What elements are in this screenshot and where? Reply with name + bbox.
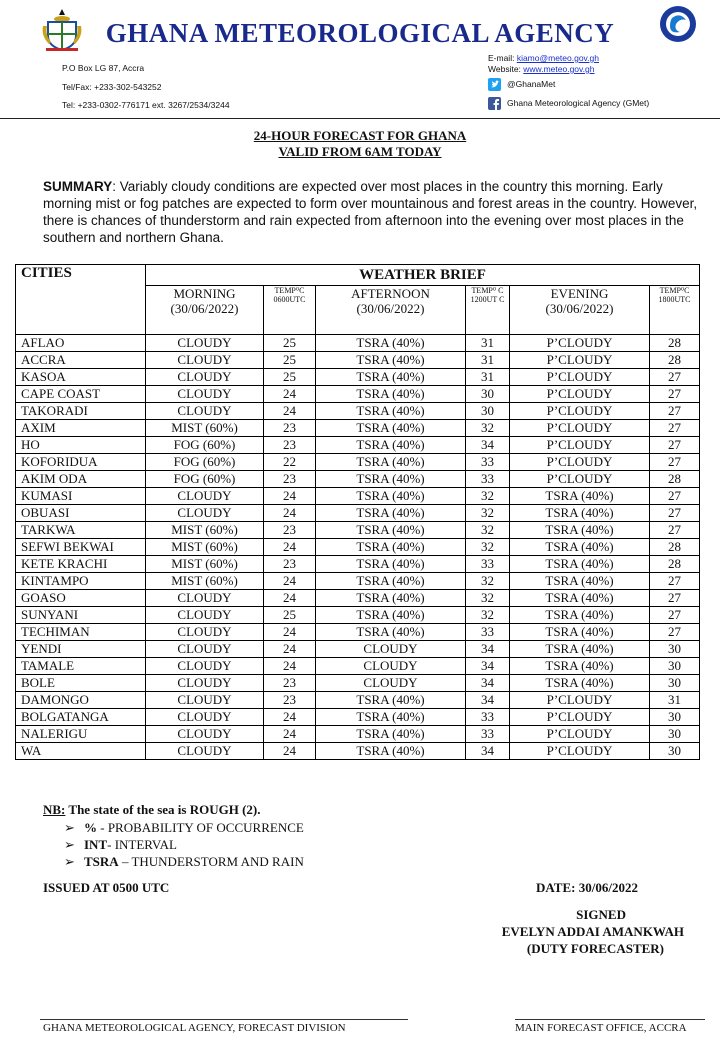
morning-cell: CLOUDY xyxy=(146,403,264,420)
morning-cell: MIST (60%) xyxy=(146,539,264,556)
note-text: – THUNDERSTORM AND RAIN xyxy=(118,854,304,869)
evening-cell: TSRA (40%) xyxy=(510,658,650,675)
morning-temp-cell: 25 xyxy=(264,369,316,386)
afternoon-cell: TSRA (40%) xyxy=(316,335,466,352)
evening-cell: TSRA (40%) xyxy=(510,624,650,641)
note-text: - INTERVAL xyxy=(107,837,177,852)
afternoon-cell: TSRA (40%) xyxy=(316,692,466,709)
afternoon-temp-cell: 34 xyxy=(466,641,510,658)
evening-cell: P’CLOUDY xyxy=(510,352,650,369)
table-row xyxy=(16,386,700,403)
facebook-icon xyxy=(488,97,501,110)
gmet-logo-icon xyxy=(658,4,698,44)
afternoon-temp-cell: 32 xyxy=(466,573,510,590)
evening-cell: P’CLOUDY xyxy=(510,454,650,471)
morning-temp-cell: 24 xyxy=(264,624,316,641)
evening-cell: P’CLOUDY xyxy=(510,743,650,760)
temp-1800-header: TEMP⁰C 1800UTC xyxy=(650,286,700,335)
morning-temp-cell: 25 xyxy=(264,607,316,624)
city-cell: NALERIGU xyxy=(16,726,146,743)
morning-cell: MIST (60%) xyxy=(146,573,264,590)
evening-temp-cell: 30 xyxy=(650,743,700,760)
table-row xyxy=(16,403,700,420)
morning-cell: CLOUDY xyxy=(146,590,264,607)
afternoon-cell: CLOUDY xyxy=(316,658,466,675)
evening-cell: P’CLOUDY xyxy=(510,403,650,420)
forecast-title-line2: VALID FROM 6AM TODAY xyxy=(278,144,442,159)
morning-temp-cell: 24 xyxy=(264,505,316,522)
table-row xyxy=(16,471,700,488)
evening-temp-cell: 27 xyxy=(650,624,700,641)
afternoon-temp-cell: 33 xyxy=(466,624,510,641)
forecast-title xyxy=(0,128,720,160)
header-divider xyxy=(0,118,720,119)
city-cell: KINTAMPO xyxy=(16,573,146,590)
afternoon-temp-cell: 33 xyxy=(466,726,510,743)
afternoon-label: AFTERNOON xyxy=(351,286,430,301)
evening-temp-cell: 30 xyxy=(650,709,700,726)
evening-cell: TSRA (40%) xyxy=(510,522,650,539)
evening-header xyxy=(510,286,650,335)
forecaster-name: EVELYN ADDAI AMANKWAH xyxy=(501,924,684,939)
forecast-table xyxy=(15,264,700,760)
afternoon-temp-cell: 34 xyxy=(466,675,510,692)
morning-cell: CLOUDY xyxy=(146,624,264,641)
morning-temp-cell: 24 xyxy=(264,488,316,505)
footer-division: GHANA METEOROLOGICAL AGENCY, FORECAST DIVISION xyxy=(43,1022,346,1034)
morning-cell: CLOUDY xyxy=(146,658,264,675)
morning-temp-cell: 24 xyxy=(264,709,316,726)
table-row xyxy=(16,454,700,471)
morning-cell: MIST (60%) xyxy=(146,522,264,539)
morning-temp-cell: 23 xyxy=(264,471,316,488)
table-row xyxy=(16,641,700,658)
evening-cell: TSRA (40%) xyxy=(510,607,650,624)
table-row xyxy=(16,505,700,522)
table-row xyxy=(16,539,700,556)
morning-temp-cell: 24 xyxy=(264,658,316,675)
summary-text: : Variably cloudy conditions are expected over most places in the country this morning. Early morning mist or fog patches are expected to form over mountainous and forest areas in the country. However, there is chances of thunderstorm and rain expected from afternoon into the evening over most places in the southern and northern Ghana. xyxy=(43,179,698,245)
afternoon-cell: TSRA (40%) xyxy=(316,607,466,624)
table-row xyxy=(16,335,700,352)
morning-cell: MIST (60%) xyxy=(146,420,264,437)
afternoon-temp-cell: 33 xyxy=(466,709,510,726)
evening-temp-cell: 30 xyxy=(650,726,700,743)
afternoon-cell: TSRA (40%) xyxy=(316,726,466,743)
morning-temp-cell: 25 xyxy=(264,352,316,369)
morning-temp-cell: 23 xyxy=(264,437,316,454)
afternoon-cell: TSRA (40%) xyxy=(316,522,466,539)
morning-temp-cell: 23 xyxy=(264,675,316,692)
morning-temp-cell: 25 xyxy=(264,335,316,352)
afternoon-cell: TSRA (40%) xyxy=(316,420,466,437)
issue-date: DATE: 30/06/2022 xyxy=(536,880,638,895)
morning-temp-cell: 24 xyxy=(264,641,316,658)
email-label: E-mail: xyxy=(488,53,517,63)
city-cell: AXIM xyxy=(16,420,146,437)
afternoon-temp-cell: 32 xyxy=(466,420,510,437)
afternoon-cell: TSRA (40%) xyxy=(316,352,466,369)
afternoon-cell: TSRA (40%) xyxy=(316,624,466,641)
evening-cell: TSRA (40%) xyxy=(510,641,650,658)
city-cell: KUMASI xyxy=(16,488,146,505)
morning-date: (30/06/2022) xyxy=(170,301,239,316)
afternoon-temp-cell: 32 xyxy=(466,607,510,624)
morning-temp-cell: 24 xyxy=(264,726,316,743)
afternoon-cell: TSRA (40%) xyxy=(316,488,466,505)
evening-cell: TSRA (40%) xyxy=(510,675,650,692)
evening-temp-cell: 27 xyxy=(650,437,700,454)
evening-cell: P’CLOUDY xyxy=(510,709,650,726)
temp-1200-header: TEMP⁰ C 1200UT C xyxy=(466,286,510,335)
afternoon-temp-cell: 31 xyxy=(466,335,510,352)
morning-temp-cell: 22 xyxy=(264,454,316,471)
evening-cell: P’CLOUDY xyxy=(510,335,650,352)
city-cell: WA xyxy=(16,743,146,760)
evening-temp-cell: 28 xyxy=(650,539,700,556)
city-cell: AFLAO xyxy=(16,335,146,352)
evening-cell: TSRA (40%) xyxy=(510,556,650,573)
evening-temp-cell: 27 xyxy=(650,488,700,505)
note-item xyxy=(64,837,177,853)
morning-temp-cell: 23 xyxy=(264,556,316,573)
afternoon-temp-cell: 32 xyxy=(466,590,510,607)
forecaster-role: (DUTY FORECASTER) xyxy=(526,941,664,956)
arrow-bullet-icon: ➢ xyxy=(64,837,75,852)
evening-temp-cell: 27 xyxy=(650,522,700,539)
morning-cell: CLOUDY xyxy=(146,726,264,743)
table-row xyxy=(16,692,700,709)
website-label: Website: xyxy=(488,64,524,74)
afternoon-cell: TSRA (40%) xyxy=(316,403,466,420)
evening-temp-cell: 27 xyxy=(650,505,700,522)
afternoon-cell: TSRA (40%) xyxy=(316,437,466,454)
city-cell: KETE KRACHI xyxy=(16,556,146,573)
note-key: % xyxy=(84,820,97,835)
arrow-bullet-icon: ➢ xyxy=(64,820,75,835)
evening-cell: P’CLOUDY xyxy=(510,386,650,403)
morning-temp-cell: 23 xyxy=(264,420,316,437)
morning-cell: FOG (60%) xyxy=(146,437,264,454)
city-cell: ACCRA xyxy=(16,352,146,369)
city-cell: TAKORADI xyxy=(16,403,146,420)
table-row xyxy=(16,590,700,607)
city-cell: BOLGATANGA xyxy=(16,709,146,726)
morning-cell: CLOUDY xyxy=(146,352,264,369)
morning-temp-cell: 24 xyxy=(264,403,316,420)
footer-office: MAIN FORECAST OFFICE, ACCRA xyxy=(515,1022,687,1034)
evening-temp-cell: 28 xyxy=(650,556,700,573)
afternoon-cell: TSRA (40%) xyxy=(316,505,466,522)
morning-cell: FOG (60%) xyxy=(146,471,264,488)
morning-cell: CLOUDY xyxy=(146,386,264,403)
afternoon-cell: TSRA (40%) xyxy=(316,369,466,386)
afternoon-temp-cell: 31 xyxy=(466,352,510,369)
website-link[interactable]: www.meteo.gov.gh xyxy=(523,64,595,74)
city-cell: DAMONGO xyxy=(16,692,146,709)
morning-temp-cell: 24 xyxy=(264,743,316,760)
tel-fax: Tel/Fax: +233-302-543252 xyxy=(62,82,162,92)
table-row xyxy=(16,556,700,573)
morning-cell: CLOUDY xyxy=(146,641,264,658)
afternoon-temp-cell: 34 xyxy=(466,658,510,675)
signed-label: SIGNED xyxy=(576,907,626,922)
note-item xyxy=(64,854,304,870)
city-cell: TECHIMAN xyxy=(16,624,146,641)
afternoon-cell: TSRA (40%) xyxy=(316,471,466,488)
evening-temp-cell: 30 xyxy=(650,658,700,675)
twitter-line[interactable] xyxy=(488,78,555,91)
facebook-line[interactable] xyxy=(488,97,649,110)
evening-temp-cell: 30 xyxy=(650,675,700,692)
evening-temp-cell: 27 xyxy=(650,386,700,403)
evening-temp-cell: 27 xyxy=(650,403,700,420)
note-item xyxy=(64,820,304,836)
twitter-handle: @GhanaMet xyxy=(507,78,556,89)
evening-cell: TSRA (40%) xyxy=(510,590,650,607)
table-row xyxy=(16,709,700,726)
morning-cell: CLOUDY xyxy=(146,692,264,709)
morning-cell: MIST (60%) xyxy=(146,556,264,573)
nb-label: NB: xyxy=(43,802,66,817)
evening-temp-cell: 28 xyxy=(650,335,700,352)
table-row xyxy=(16,352,700,369)
note-text: - PROBABILITY OF OCCURRENCE xyxy=(97,820,304,835)
afternoon-temp-cell: 32 xyxy=(466,539,510,556)
afternoon-cell: TSRA (40%) xyxy=(316,590,466,607)
evening-cell: TSRA (40%) xyxy=(510,505,650,522)
sea-state-note xyxy=(43,802,261,818)
morning-label: MORNING xyxy=(173,286,236,301)
table-row xyxy=(16,743,700,760)
temp-0600-header: TEMP⁰C 0600UTC xyxy=(264,286,316,335)
morning-cell: CLOUDY xyxy=(146,607,264,624)
afternoon-temp-cell: 31 xyxy=(466,369,510,386)
afternoon-date: (30/06/2022) xyxy=(356,301,425,316)
evening-temp-cell: 27 xyxy=(650,573,700,590)
evening-label: EVENING xyxy=(550,286,609,301)
morning-cell: CLOUDY xyxy=(146,505,264,522)
city-cell: KASOA xyxy=(16,369,146,386)
morning-temp-cell: 24 xyxy=(264,590,316,607)
table-row xyxy=(16,522,700,539)
city-cell: HO xyxy=(16,437,146,454)
afternoon-cell: TSRA (40%) xyxy=(316,539,466,556)
evening-cell: TSRA (40%) xyxy=(510,573,650,590)
table-row xyxy=(16,675,700,692)
table-row xyxy=(16,420,700,437)
afternoon-temp-cell: 33 xyxy=(466,454,510,471)
table-row xyxy=(16,488,700,505)
morning-temp-cell: 24 xyxy=(264,573,316,590)
evening-cell: P’CLOUDY xyxy=(510,369,650,386)
afternoon-temp-cell: 30 xyxy=(466,386,510,403)
afternoon-cell: CLOUDY xyxy=(316,641,466,658)
cities-header: CITIES xyxy=(16,265,146,335)
po-box: P.O Box LG 87, Accra xyxy=(62,63,145,73)
evening-cell: P’CLOUDY xyxy=(510,726,650,743)
forecast-title-line1: 24-HOUR FORECAST FOR GHANA xyxy=(253,128,467,143)
afternoon-cell: TSRA (40%) xyxy=(316,573,466,590)
morning-temp-cell: 24 xyxy=(264,539,316,556)
summary-label: SUMMARY xyxy=(43,179,113,194)
afternoon-temp-cell: 33 xyxy=(466,471,510,488)
morning-cell: CLOUDY xyxy=(146,488,264,505)
evening-cell: P’CLOUDY xyxy=(510,692,650,709)
issued-time: ISSUED AT 0500 UTC xyxy=(43,880,170,895)
morning-cell: CLOUDY xyxy=(146,709,264,726)
city-cell: TAMALE xyxy=(16,658,146,675)
afternoon-cell: TSRA (40%) xyxy=(316,386,466,403)
website-line xyxy=(488,64,594,74)
table-row xyxy=(16,573,700,590)
city-cell: KOFORIDUA xyxy=(16,454,146,471)
evening-temp-cell: 28 xyxy=(650,352,700,369)
city-cell: SEFWI BEKWAI xyxy=(16,539,146,556)
table-row xyxy=(16,437,700,454)
city-cell: OBUASI xyxy=(16,505,146,522)
afternoon-temp-cell: 34 xyxy=(466,692,510,709)
summary-paragraph xyxy=(43,178,698,246)
afternoon-temp-cell: 30 xyxy=(466,403,510,420)
afternoon-temp-cell: 34 xyxy=(466,743,510,760)
evening-date: (30/06/2022) xyxy=(545,301,614,316)
afternoon-cell: TSRA (40%) xyxy=(316,556,466,573)
evening-temp-cell: 27 xyxy=(650,369,700,386)
morning-cell: FOG (60%) xyxy=(146,454,264,471)
city-cell: CAPE COAST xyxy=(16,386,146,403)
afternoon-temp-cell: 34 xyxy=(466,437,510,454)
note-key: TSRA xyxy=(84,854,119,869)
evening-cell: TSRA (40%) xyxy=(510,488,650,505)
afternoon-cell: TSRA (40%) xyxy=(316,743,466,760)
footer-divider-right xyxy=(515,1019,705,1020)
morning-cell: CLOUDY xyxy=(146,675,264,692)
afternoon-cell: CLOUDY xyxy=(316,675,466,692)
table-row xyxy=(16,369,700,386)
morning-temp-cell: 23 xyxy=(264,692,316,709)
evening-temp-cell: 27 xyxy=(650,590,700,607)
evening-temp-cell: 30 xyxy=(650,641,700,658)
city-cell: BOLE xyxy=(16,675,146,692)
city-cell: TARKWA xyxy=(16,522,146,539)
evening-cell: TSRA (40%) xyxy=(510,539,650,556)
morning-header xyxy=(146,286,264,335)
afternoon-header xyxy=(316,286,466,335)
evening-temp-cell: 27 xyxy=(650,454,700,471)
afternoon-cell: TSRA (40%) xyxy=(316,454,466,471)
email-line xyxy=(488,53,599,63)
afternoon-temp-cell: 33 xyxy=(466,556,510,573)
evening-temp-cell: 31 xyxy=(650,692,700,709)
forecast-table-body xyxy=(16,335,700,760)
note-key: INT xyxy=(84,837,108,852)
agency-title: GHANA METEOROLOGICAL AGENCY xyxy=(105,18,615,48)
evening-temp-cell: 28 xyxy=(650,471,700,488)
afternoon-temp-cell: 32 xyxy=(466,522,510,539)
city-cell: AKIM ODA xyxy=(16,471,146,488)
city-cell: YENDI xyxy=(16,641,146,658)
evening-temp-cell: 27 xyxy=(650,607,700,624)
twitter-icon xyxy=(488,78,501,91)
telephone: Tel: +233-0302-776171 ext. 3267/2534/3244 xyxy=(62,100,230,110)
nb-text: The state of the sea is ROUGH (2). xyxy=(65,802,261,817)
morning-temp-cell: 23 xyxy=(264,522,316,539)
evening-cell: P’CLOUDY xyxy=(510,471,650,488)
weather-brief-header: WEATHER BRIEF xyxy=(146,265,700,286)
city-cell: GOASO xyxy=(16,590,146,607)
morning-cell: CLOUDY xyxy=(146,369,264,386)
city-cell: SUNYANI xyxy=(16,607,146,624)
evening-cell: P’CLOUDY xyxy=(510,437,650,454)
table-row xyxy=(16,726,700,743)
table-row xyxy=(16,624,700,641)
arrow-bullet-icon: ➢ xyxy=(64,854,75,869)
table-row xyxy=(16,607,700,624)
afternoon-cell: TSRA (40%) xyxy=(316,709,466,726)
facebook-name: Ghana Meteorological Agency (GMet) xyxy=(507,97,650,108)
morning-cell: CLOUDY xyxy=(146,335,264,352)
footer-divider-left xyxy=(40,1019,408,1020)
evening-temp-cell: 27 xyxy=(650,420,700,437)
table-row xyxy=(16,658,700,675)
morning-temp-cell: 24 xyxy=(264,386,316,403)
email-link[interactable]: kiamo@meteo.gov.gh xyxy=(516,53,599,63)
afternoon-temp-cell: 32 xyxy=(466,505,510,522)
morning-cell: CLOUDY xyxy=(146,743,264,760)
afternoon-temp-cell: 32 xyxy=(466,488,510,505)
evening-cell: P’CLOUDY xyxy=(510,420,650,437)
